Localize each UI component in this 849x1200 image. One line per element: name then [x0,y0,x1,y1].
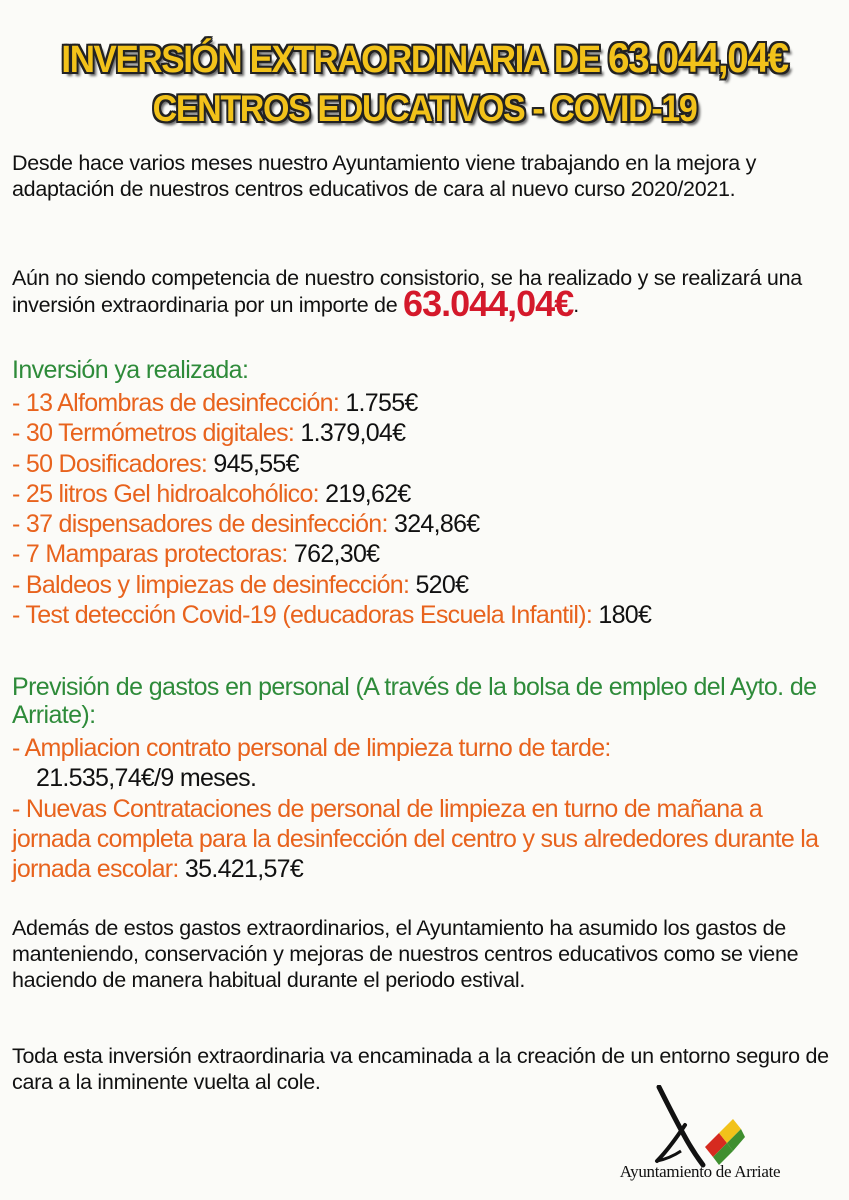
staff-item-1 [12,733,838,793]
title-text: INVERSIÓN EXTRAORDINARIA DE [61,39,609,81]
item-value: 324,86€ [387,510,480,539]
list-item [12,449,651,479]
closing-paragraph-1: Además de estos gastos extraordinarios, el Ayuntamiento ha asumido los gastos de manteniendo, conservación y mejoras de nuestros centros educativos como se viene haciendo de manera habitual durante el periodo estival. [12,916,799,992]
arriate-logo-icon [645,1085,745,1170]
item-label: - 30 Termómetros digitales: [12,419,295,448]
staff-heading: Previsión de gastos en personal (A través de la bolsa de empleo del Ayto. de Arriate): [12,673,817,729]
staff-item-1-label: - Ampliacion contrato personal de limpieza turno de tarde: [12,734,611,762]
item-label: - 13 Alfombras de desinfección: [12,389,340,417]
item-value: 945,55€ [207,449,299,478]
list-item [12,388,651,418]
intro-paragraph-2 [12,265,838,324]
investment-list [12,388,651,630]
closing-paragraph-2: Toda esta inversión extraordinaria va encaminada a la creación de un entorno seguro de cara a la inminente vuelta al cole. [12,1044,829,1094]
total-amount: 63.044,04€ [403,283,574,324]
item-value: 1.379,04€ [294,419,406,448]
intro-paragraph-2-text: Aún no siendo competencia de nuestro consistorio, se ha realizado y se realizará una inversión extraordinaria por un importe de [12,266,802,317]
list-item [12,479,651,509]
list-item [12,539,651,569]
item-label: - 25 litros Gel hidroalcohólico: [12,479,319,508]
staff-item-2-value: 35.421,57€ [178,855,304,883]
staff-item-2 [12,794,838,884]
item-value: 762,30€ [287,540,380,569]
list-item [12,509,651,539]
intro-paragraph-2-end: . [573,293,579,317]
item-value: 219,62€ [318,479,411,508]
title-line-2: CENTROS EDUCATIVOS - COVID-19 [152,88,697,129]
item-value: 180€ [592,601,652,630]
item-label: - 7 Mamparas protectoras: [12,540,288,569]
item-label: - Baldeos y limpiezas de desinfección: [12,570,410,599]
investment-heading: Inversión ya realizada: [12,356,249,384]
intro-paragraph-1: Desde hace varios meses nuestro Ayuntamiento viene trabajando en la mejora y adaptación de nuestros centros educativos de cara al nuevo curso 2020/2021. [12,151,757,201]
item-value: 520€ [409,570,469,599]
item-label: - 37 dispensadores de desinfección: [12,510,388,539]
staff-item-2-label: - Nuevas Contrataciones de personal de limpieza en turno de mañana a jornada completa para la desinfección del centro y sus alrededores durante la jornada escolar: [12,795,819,883]
title-amount: 63.044,04€ [608,34,788,81]
item-label: - 50 Dosificadores: [12,449,208,478]
title-line-1 [34,34,815,82]
logo-text: Ayuntamiento de Arriate [619,1162,781,1181]
list-item [12,570,651,600]
item-label: - Test detección Covid-19 (educadoras Escuela Infantil): [12,601,593,630]
list-item [12,600,651,630]
ayuntamiento-logo [590,1085,810,1190]
item-value: 1.755€ [339,389,418,417]
staff-item-1-value: 21.535,74€/9 meses. [36,764,257,792]
list-item [12,418,651,448]
